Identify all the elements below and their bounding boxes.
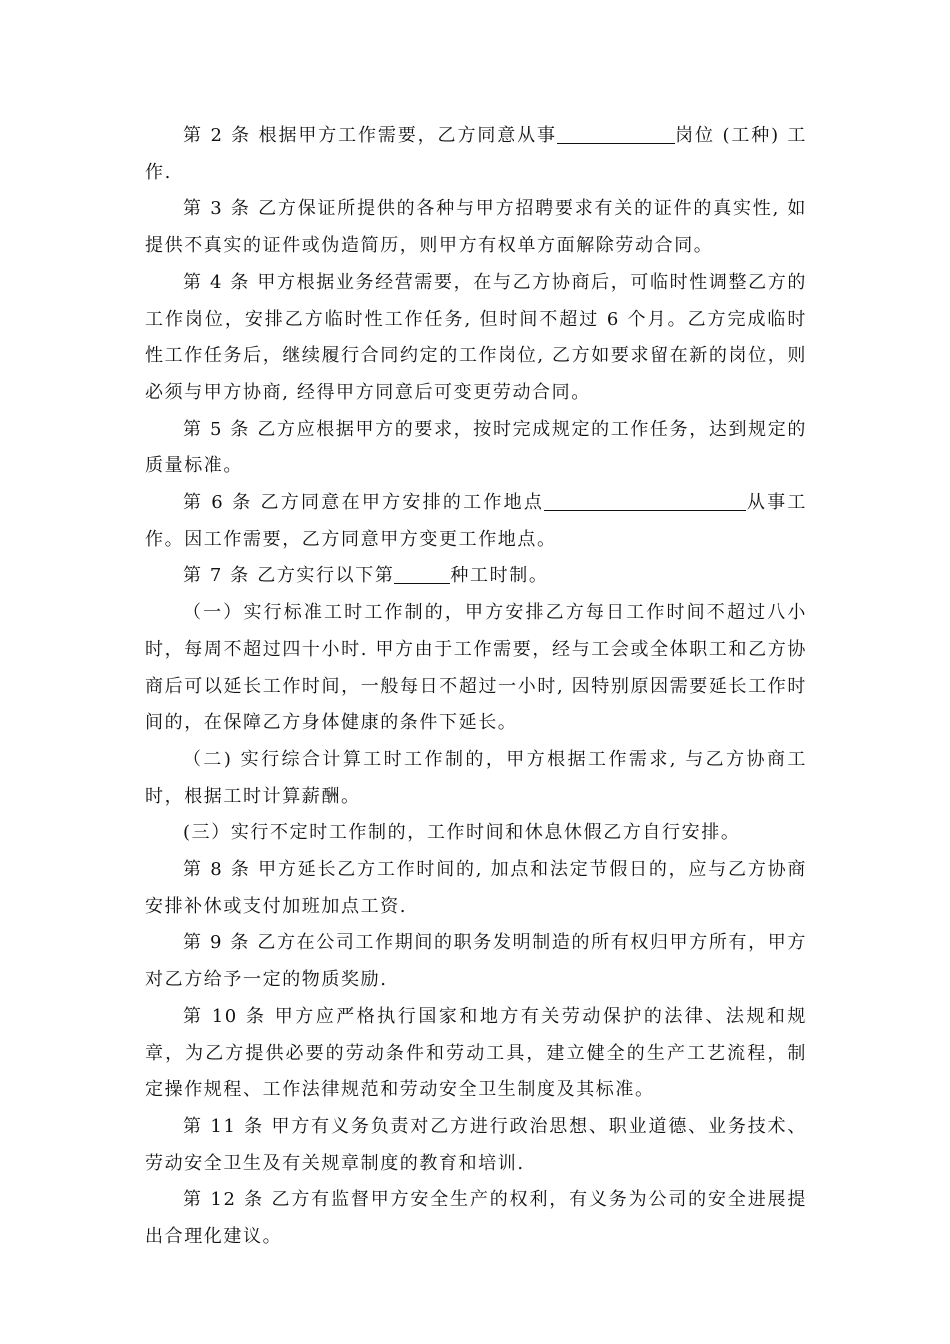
article-9: 第 9 条 乙方在公司工作期间的职务发明制造的所有权归甲方所有，甲方对乙方给予一定的物质奖励. bbox=[145, 932, 807, 991]
contract-body bbox=[145, 118, 807, 1256]
article-6-text-end: 从事工作。因工作需要，乙方同意甲方变更工作地点。 bbox=[145, 492, 807, 550]
article-2 bbox=[145, 118, 807, 191]
article-6 bbox=[145, 485, 807, 558]
article-7-text-end: 种工时制。 bbox=[450, 565, 549, 587]
article-5: 第 5 条 乙方应根据甲方的要求，按时完成规定的工作任务，达到规定的质量标准。 bbox=[145, 418, 807, 477]
job-position-blank bbox=[557, 123, 675, 144]
article-7 bbox=[145, 558, 807, 595]
working-hours-type-blank bbox=[394, 563, 450, 584]
work-location-blank bbox=[544, 490, 746, 511]
article-3: 第 3 条 乙方保证所提供的各种与甲方招聘要求有关的证件的真实性, 如提供不真实的证件或伪造简历，则甲方有权单方面解除劳动合同。 bbox=[145, 198, 807, 257]
article-11: 第 11 条 甲方有义务负责对乙方进行政治思想、职业道德、业务技术、劳动安全卫生及有关规章制度的教育和培训. bbox=[145, 1115, 807, 1174]
article-6-text: 第 6 条 乙方同意在甲方安排的工作地点 bbox=[183, 492, 545, 514]
article-2-text: 第 2 条 根据甲方工作需要，乙方同意从事 bbox=[183, 125, 557, 146]
article-4: 第 4 条 甲方根据业务经营需要，在与乙方协商后，可临时性调整乙方的工作岗位，安排乙方临时性工作任务, 但时间不超过 6 个月。乙方完成临时性工作任务后，继续履行合同约定的工作岗位, 乙方如要求留在新的岗位，则必须与甲方协商, 经得甲方同意后可变更劳动合同。 bbox=[145, 271, 807, 403]
hours-option-1: （一）实行标准工时工作制的，甲方安排乙方每日工作时间不超过八小时，每周不超过四十小时. 甲方由于工作需要，经与工会或全体职工和乙方协商后可以延长工作时间，一般每日不超过一小时, 因特别原因需要延长工作时间的，在保障乙方身体健康的条件下延长。 bbox=[145, 602, 807, 734]
hours-option-3: (三）实行不定时工作制的，工作时间和休息休假乙方自行安排。 bbox=[183, 822, 741, 844]
article-12: 第 12 条 乙方有监督甲方安全生产的权利，有义务为公司的安全进展提出合理化建议。 bbox=[145, 1189, 807, 1248]
hours-option-2: （二) 实行综合计算工时工作制的，甲方根据工作需求, 与乙方协商工时，根据工时计算薪酬。 bbox=[145, 748, 807, 807]
article-7-text: 第 7 条 乙方实行以下第 bbox=[183, 565, 395, 587]
article-2-text-end: 岗位 (工种) 工作. bbox=[145, 125, 808, 183]
article-10: 第 10 条 甲方应严格执行国家和地方有关劳动保护的法律、法规和规章，为乙方提供必要的劳动条件和劳动工具，建立健全的生产工艺流程，制定操作规程、工作法律规范和劳动安全卫生制度及其标准。 bbox=[145, 1005, 807, 1101]
article-8: 第 8 条 甲方延长乙方工作时间的, 加点和法定节假日的，应与乙方协商安排补休或支付加班加点工资. bbox=[145, 859, 807, 917]
